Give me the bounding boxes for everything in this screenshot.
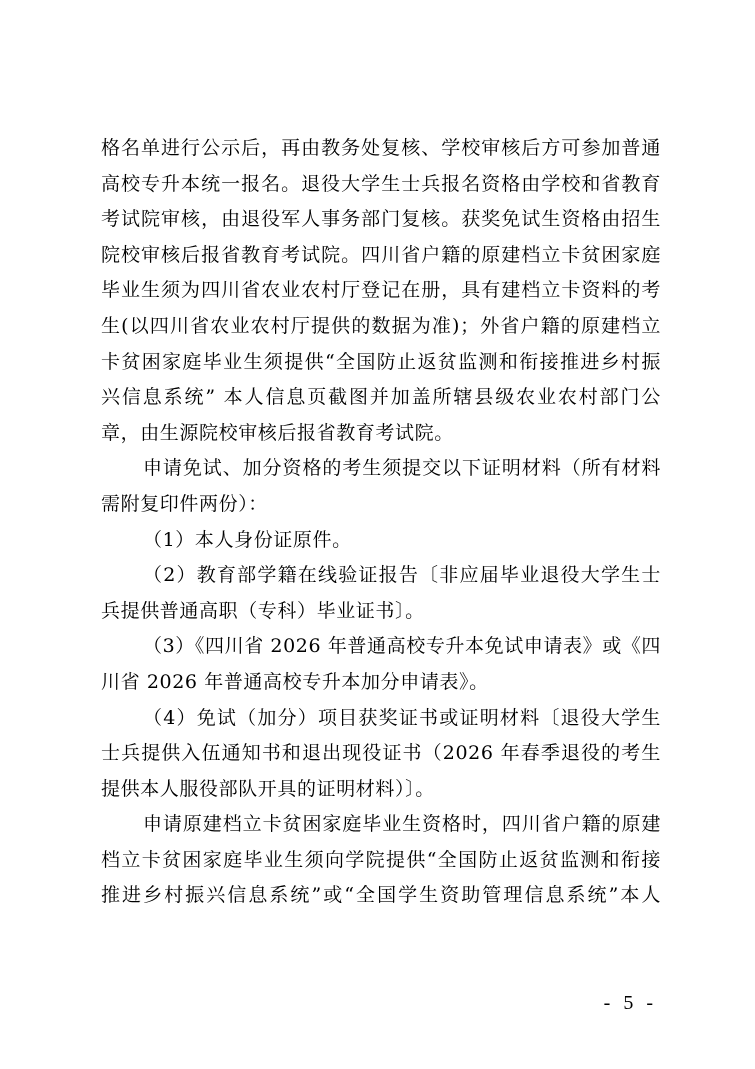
text-line: 高校专升本统一报名。退役大学生士兵报名资格由学校和省教育	[101, 172, 661, 195]
paragraph-first-line: 申请原建档立卡贫困家庭毕业生资格时，四川省户籍的原建	[143, 813, 661, 836]
text-line: 提供本人服役部队开具的证明材料）〕。	[101, 777, 435, 800]
document-body	[101, 131, 661, 914]
text-line: 川省 2026 年普通高校专升本加分申请表》。	[101, 670, 489, 693]
text-line: 推进乡村振兴信息系统”或“全国学生资助管理信息系统”本人	[101, 884, 661, 907]
text-line: 需附复印件两份）：	[101, 492, 268, 515]
list-item-1: （1）本人身份证原件。	[143, 528, 352, 551]
text-line: 院校审核后报省教育考试院。四川省户籍的原建档立卡贫困家庭	[101, 243, 661, 266]
text-line: 档立卡贫困家庭毕业生须向学院提供“全国防止返贫监测和衔接	[101, 848, 661, 871]
paragraph-first-line: 申请免试、加分资格的考生须提交以下证明材料（所有材料	[143, 457, 661, 480]
list-item-4: （4）免试（加分）项目获奖证书或证明材料〔退役大学生	[143, 706, 661, 729]
text-line: 士兵提供入伍通知书和退出现役证书（2026 年春季退役的考生	[101, 742, 661, 765]
text-line: 兵提供普通高职（专科）毕业证书〕。	[101, 599, 425, 622]
text-line: 章，由生源院校审核后报省教育考试院。	[101, 421, 454, 444]
text-line: 考试院审核，由退役军人事务部门复核。获奖免试生资格由招生	[101, 208, 661, 231]
page-number: - 5 -	[603, 992, 657, 1014]
text-line: 卡贫困家庭毕业生须提供“全国防止返贫监测和衔接推进乡村振	[101, 350, 661, 373]
list-item-3: （3）《四川省 2026 年普通高校专升本免试申请表》或《四	[143, 635, 662, 658]
text-line: 格名单进行公示后，再由教务处复核、学校审核后方可参加普通	[101, 137, 661, 159]
list-item-2: （2）教育部学籍在线验证报告〔非应届毕业退役大学生士	[143, 564, 661, 587]
text-line: 兴信息系统” 本人信息页截图并加盖所辖县级农业农村部门公	[101, 386, 661, 409]
text-line: 毕业生须为四川省农业农村厅登记在册，具有建档立卡资料的考	[101, 279, 661, 302]
text-line: 生(以四川省农业农村厅提供的数据为准)；外省户籍的原建档立	[101, 314, 661, 337]
